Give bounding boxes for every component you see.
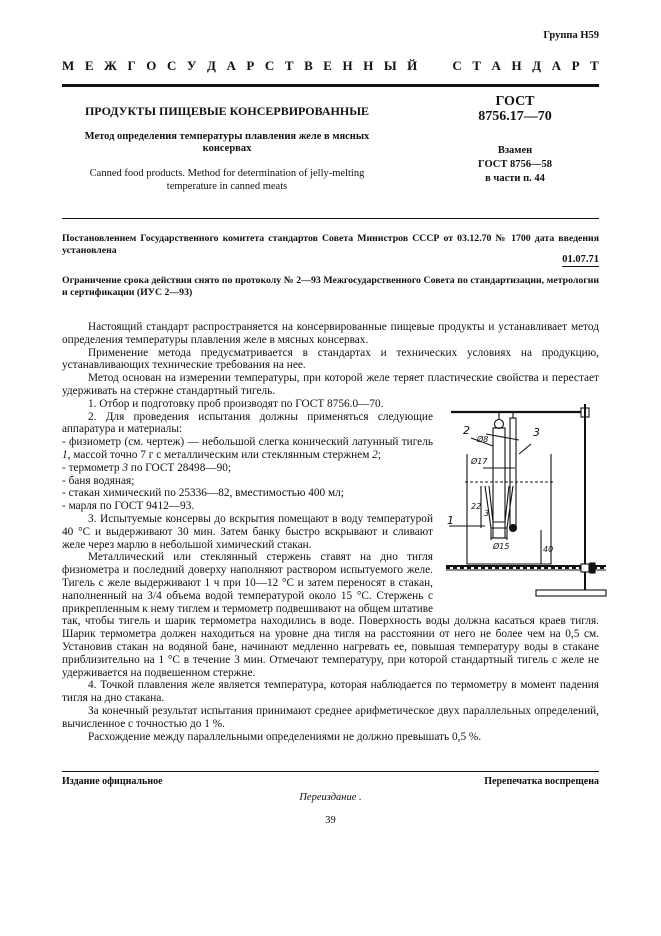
heading-letter: В bbox=[304, 58, 313, 73]
heading-gap bbox=[428, 58, 442, 74]
reprint-prohibited: Перепечатка воспрещена bbox=[484, 776, 599, 787]
heading-letter: Р bbox=[246, 58, 255, 73]
heading-letter: А bbox=[491, 58, 501, 73]
list-item-bath: - баня водяная; bbox=[62, 474, 135, 487]
decree-text: Постановлением Государственного комитета стандартов Совета Министров СССР от 03.12.70 № 1700 дата введения установлена bbox=[62, 233, 599, 256]
item-2: 2. Для проведения испытания должны применяться следующие аппаратура и материалы: bbox=[62, 410, 433, 436]
replaces-standard: ГОСТ 8756—58 bbox=[478, 159, 552, 170]
heading-letter: Ы bbox=[383, 58, 397, 73]
heading-letter: С bbox=[166, 58, 177, 73]
list-item-gauze: - марля по ГОСТ 9412—93. bbox=[62, 500, 195, 513]
paragraph: Металлический или стеклянный стержень ставят на дно тигля физиометра и последний доверху наполняют раствором испытуемого желе. Тигель с желе выдерживают 1 ч при 10—12 °С и затем переносят в стакан, наполненный на 3/4 объема водой температурой около 15 °С. Стержень с прикрепленным к нему тиглем и термометр подвешивают на общем штативе так, чтобы тигель и шарик термометра находились в воде. Поверхность воды должна касаться краев тигля. Шарик термометра должен находиться на уровне дна тигля на расстоянии от него не более чем на 0,5 см. Установив стакан на водяной бане, начинают медленно нагревать ее, повышая температуру воды в стакане приблизительно на 1 °С в течение 3 мин. Отмечают температуру, при которой стандартный тигель с желе не удерживается на подвешенном стержне. bbox=[62, 551, 599, 679]
heading-letter: Н bbox=[363, 58, 374, 73]
list-item-beaker: - стакан химический по 25336—82, вместимостью 400 мл; bbox=[62, 487, 344, 500]
heading-letter: Г bbox=[127, 58, 136, 73]
heading-letter: Н bbox=[511, 58, 522, 73]
heading-letter: С bbox=[264, 58, 275, 73]
document-body bbox=[62, 321, 599, 743]
official-edition: Издание официальное bbox=[62, 776, 163, 787]
heading-letter: Е bbox=[323, 58, 332, 73]
dim-gap: 40 bbox=[543, 544, 554, 554]
footer-rule bbox=[62, 771, 599, 772]
gost-block bbox=[440, 94, 590, 186]
item-3: 3. Испытуемые консервы до вскрытия помещают в воду температурой 40 °С и выдерживают 30 мин. Затем банку быстро вскрывают и сливают желе через марлю в небольшой химический стакан. bbox=[62, 512, 433, 551]
replaces-label: Взамен bbox=[497, 145, 533, 156]
dim-bottom-diameter: Ø15 bbox=[493, 541, 510, 551]
limitation-text: Ограничение срока действия снято по протоколу № 2—93 Межгосударственного Совета по стандартизации, метрологии и сертификации (ИУС 2—93) bbox=[62, 275, 599, 298]
paragraph: Настоящий стандарт распространяется на консервированные пищевые продукты и устанавливает метод определения температуры плавления желе в мясных консервах. bbox=[62, 321, 599, 346]
label-thermometer: 3 bbox=[533, 425, 540, 439]
english-title: Canned food products. Method for determination of jelly-melting temperature in canned meats bbox=[89, 168, 365, 192]
heading-letter: Й bbox=[407, 58, 418, 73]
dim-wall: 3 bbox=[484, 508, 490, 518]
list-item-thermometer: - термометр 3 по ГОСТ 28498—90; bbox=[62, 461, 232, 474]
label-crucible: 1 bbox=[447, 513, 454, 527]
label-rod: 2 bbox=[463, 423, 470, 437]
replaces-part: в части п. 44 bbox=[485, 173, 545, 184]
heading-letter: Т bbox=[590, 58, 599, 73]
heading-letter: М bbox=[62, 58, 75, 73]
page-number: 39 bbox=[325, 815, 336, 826]
heading-letter: А bbox=[551, 58, 562, 73]
header-rule bbox=[62, 84, 599, 87]
heading-letter: Е bbox=[84, 58, 94, 73]
heading-letter: Н bbox=[342, 58, 353, 73]
heading-letter: Т bbox=[472, 58, 481, 73]
document-title: ПРОДУКТЫ ПИЩЕВЫЕ КОНСЕРВИРОВАННЫЕ bbox=[84, 104, 370, 118]
paragraph: Расхождение между параллельными определениями не должно превышать 0,5 %. bbox=[88, 730, 482, 743]
heading-letter: Д bbox=[206, 58, 216, 73]
heading-letter: Ж bbox=[104, 58, 117, 73]
heading-letter: О bbox=[146, 58, 157, 73]
reissue-note: Переиздание . bbox=[299, 792, 362, 803]
gost-label: ГОСТ bbox=[495, 94, 535, 109]
heading-letter: Д bbox=[532, 58, 542, 73]
group-code: Группа Н59 bbox=[543, 30, 599, 41]
introduction-date: 01.07.71 bbox=[562, 254, 599, 265]
dim-crucible-height: 22 bbox=[471, 501, 482, 511]
dim-top-diameter: Ø17 bbox=[471, 456, 488, 466]
heading-letter: А bbox=[226, 58, 236, 73]
heading-letter: У bbox=[186, 58, 197, 73]
heading-letter: Р bbox=[571, 58, 580, 73]
title-rule bbox=[62, 218, 599, 219]
item-4: 4. Точкой плавления желе является температура, которая наблюдается по термометру в момент падения тигля на дно стакана. bbox=[62, 679, 599, 705]
interstate-standard-heading bbox=[62, 58, 599, 74]
paragraph: Применение метода предусматривается в стандартах и технических условиях на продукцию, устанавливающих технические требования на нее. bbox=[62, 346, 599, 372]
paragraph: За конечный результат испытания принимают среднее арифметическое двух параллельных определений, вычисленное с точностью до 1 %. bbox=[62, 704, 599, 730]
list-item-physiometer: - физиометр (см. чертеж) — небольшой слегка конический латунный тигель 1, массой точно 7 г с металлическим или стеклянным стержнем 2; bbox=[62, 436, 433, 461]
document-subtitle: Метод определения температуры плавления желе в мясных консервах bbox=[84, 131, 370, 154]
heading-letter: Т bbox=[284, 58, 294, 73]
gost-number: 8756.17—70 bbox=[478, 109, 552, 124]
paragraph: Метод основан на измерении температуры, при которой желе теряет пластические свойства и перестает удерживать на стержне стандартный тигель. bbox=[62, 372, 599, 397]
heading-letter: С bbox=[452, 58, 462, 73]
physiometer-drawing bbox=[441, 404, 609, 604]
item-1: 1. Отбор и подготовку проб производят по ГОСТ 8756.0—70. bbox=[88, 397, 384, 410]
dim-rod-diameter: Ø8 bbox=[477, 434, 489, 444]
title-block bbox=[62, 104, 392, 193]
